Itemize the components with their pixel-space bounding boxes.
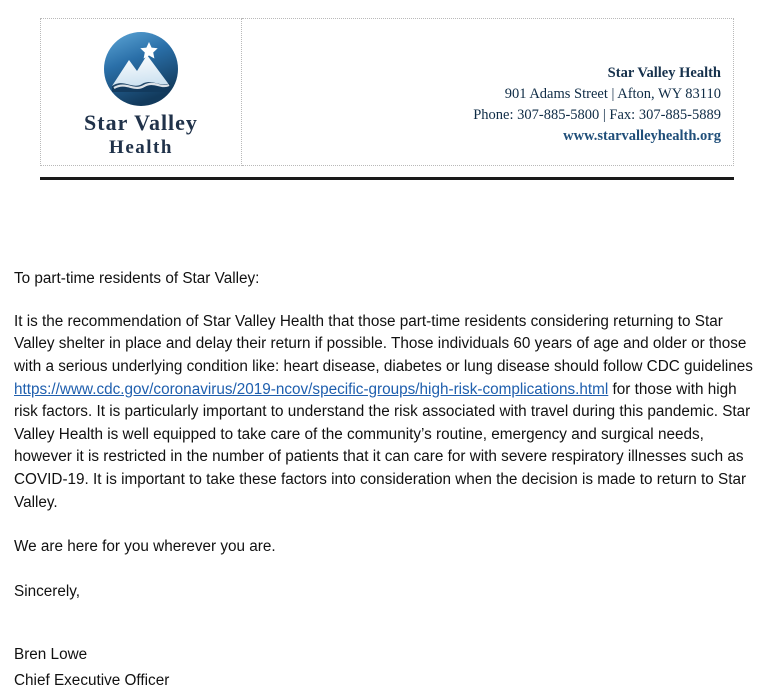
logo-wordmark-line2: Health	[109, 136, 173, 158]
logo-cell	[40, 18, 242, 166]
letterhead	[40, 18, 734, 166]
signature-block	[14, 644, 756, 693]
mountain-star-logo-icon	[102, 30, 180, 108]
signature-gap	[14, 626, 756, 644]
address-block	[242, 18, 734, 166]
cdc-high-risk-link[interactable]: https://www.cdc.gov/coronavirus/2019-ncov/specific-groups/high-risk-complications.html	[14, 380, 609, 398]
paragraph-1-text-after-link: for those with high risk factors. It is particularly important to understand the risk associated with travel during this pandemic. Star Valley Health is well equipped to take care of the community’s routine, emergency and surgical needs, however it is restricted in the number of patients that it can care for with severe respiratory illnesses such as COVID-19. It is important to take these factors into consideration when the decision is made to return to Star Valley.	[14, 380, 751, 511]
header-divider	[40, 177, 734, 180]
logo-wordmark-line1: Star Valley	[84, 109, 198, 135]
paragraph-2: We are here for you wherever you are.	[14, 538, 276, 556]
signer-name: Bren Lowe	[14, 645, 88, 663]
closing: Sincerely,	[14, 582, 81, 600]
signer-title: Chief Executive Officer	[14, 672, 170, 690]
organization-name: Star Valley Health	[607, 64, 721, 81]
logo-wordmark	[84, 110, 198, 159]
website-link[interactable]: www.starvalleyhealth.org	[563, 128, 721, 145]
paragraph-1	[14, 311, 756, 515]
street-address: 901 Adams Street | Afton, WY 83110	[504, 85, 721, 102]
letter-body	[14, 268, 756, 697]
paragraph-1-text-before-link: It is the recommendation of Star Valley Health that those part-time residents considering returning to Star Valley shelter in place and delay their return if possible. Those individuals 60 years of age and older or those with a serious underlying condition like: heart disease, diabetes or lung disease should follow CDC guidelines	[14, 312, 753, 375]
salutation: To part-time residents of Star Valley:	[14, 270, 260, 287]
phone-fax: Phone: 307-885-5800 | Fax: 307-885-5889	[473, 107, 721, 123]
